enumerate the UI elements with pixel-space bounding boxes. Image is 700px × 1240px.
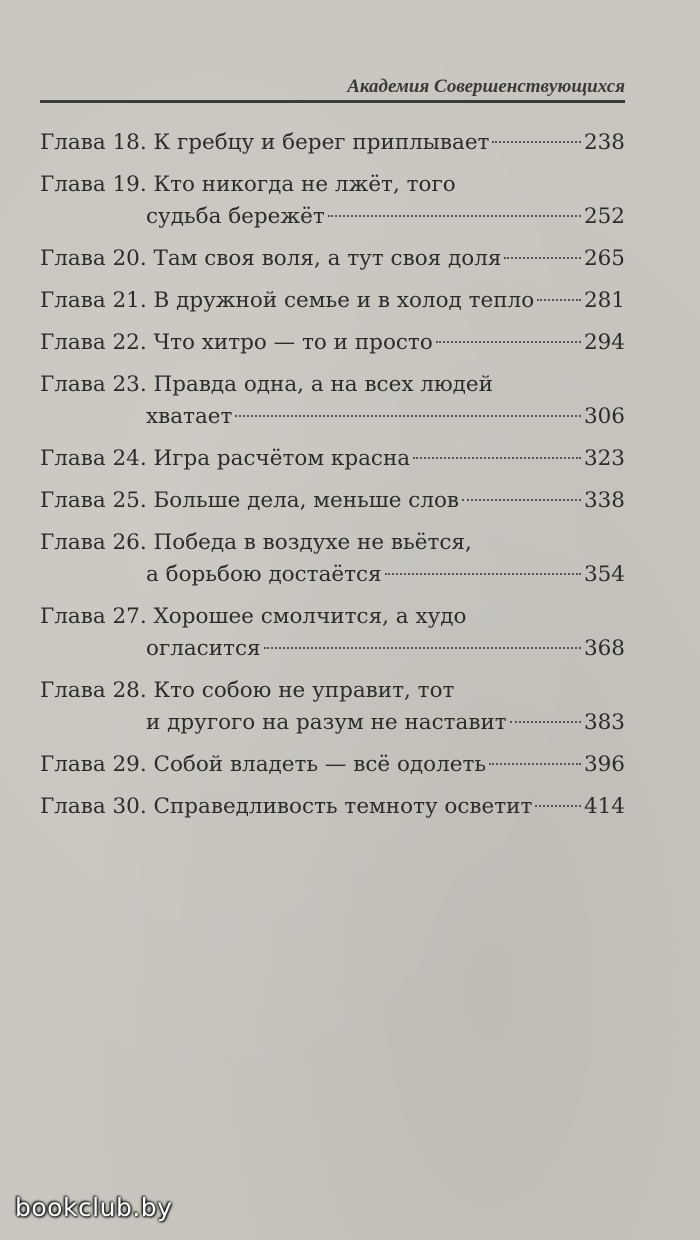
header-rule [40, 100, 625, 103]
toc-line [40, 675, 625, 707]
toc-entry [40, 443, 625, 475]
toc-line [40, 707, 625, 739]
dot-leader [385, 573, 581, 575]
dot-leader [264, 647, 581, 649]
toc-entry [40, 285, 625, 317]
toc-line [40, 633, 625, 665]
chapter-title: Глава 22. Что хитро — то и просто [40, 330, 433, 355]
page-number: 281 [583, 288, 625, 313]
chapter-title: Глава 27. Хорошее смолчится, а худо [40, 604, 467, 629]
chapter-title: Глава 29. Собой владеть — всё одолеть [40, 752, 487, 777]
watermark: bookclub.by [15, 1193, 173, 1222]
page-number: 252 [583, 204, 625, 229]
chapter-title: Глава 30. Справедливость темноту осветит [40, 794, 533, 819]
toc-entry [40, 675, 625, 739]
dot-leader [413, 457, 581, 459]
toc-line [40, 443, 625, 475]
dot-leader [492, 141, 581, 143]
dot-leader [436, 341, 581, 343]
page-number: 323 [583, 446, 625, 471]
chapter-title: Глава 24. Игра расчётом красна [40, 446, 411, 471]
toc-entry [40, 327, 625, 359]
toc-entry [40, 749, 625, 781]
chapter-title: Глава 28. Кто собою не управит, тот [40, 678, 455, 703]
chapter-title: а борьбою достаётся [146, 562, 382, 587]
toc-entry [40, 243, 625, 275]
dot-leader [510, 721, 581, 723]
toc-entry [40, 791, 625, 823]
chapter-title: Глава 20. Там своя воля, а тут своя доля [40, 246, 502, 271]
page-number: 354 [583, 562, 625, 587]
toc-line [40, 127, 625, 159]
toc-entry [40, 369, 625, 433]
dot-leader [535, 805, 581, 807]
toc-line [40, 485, 625, 517]
toc-line [40, 791, 625, 823]
dot-leader [537, 299, 581, 301]
toc-line [40, 401, 625, 433]
toc-entry [40, 601, 625, 665]
chapter-title: Глава 25. Больше дела, меньше слов [40, 488, 460, 513]
toc-entry [40, 485, 625, 517]
dot-leader [462, 499, 581, 501]
dot-leader [504, 257, 581, 259]
chapter-title: хватает [146, 404, 233, 429]
toc-entry [40, 127, 625, 159]
table-of-contents [40, 127, 625, 833]
chapter-title: Глава 26. Победа в воздухе не вьётся, [40, 530, 472, 555]
toc-line [40, 169, 625, 201]
running-header: Академия Совершенствующихся [347, 76, 625, 97]
page-number: 238 [583, 130, 625, 155]
dot-leader [489, 763, 581, 765]
page-number: 294 [583, 330, 625, 355]
page-number: 265 [583, 246, 625, 271]
toc-line [40, 369, 625, 401]
toc-line [40, 559, 625, 591]
chapter-title: Глава 21. В дружной семье и в холод тепло [40, 288, 535, 313]
toc-entry [40, 169, 625, 233]
toc-line [40, 527, 625, 559]
chapter-title: Глава 18. К гребцу и берег приплывает [40, 130, 490, 155]
chapter-title: Глава 23. Правда одна, а на всех людей [40, 372, 493, 397]
page-number: 368 [583, 636, 625, 661]
toc-entry [40, 527, 625, 591]
page-number: 414 [583, 794, 625, 819]
page-number: 383 [583, 710, 625, 735]
toc-line [40, 749, 625, 781]
chapter-title: огласится [146, 636, 261, 661]
toc-line [40, 243, 625, 275]
chapter-title: и другого на разум не наставит [146, 710, 507, 735]
chapter-title: Глава 19. Кто никогда не лжёт, того [40, 172, 456, 197]
toc-line [40, 201, 625, 233]
toc-line [40, 601, 625, 633]
page-number: 306 [583, 404, 625, 429]
page-number: 396 [583, 752, 625, 777]
dot-leader [235, 415, 581, 417]
chapter-title: судьба бережёт [146, 204, 325, 229]
dot-leader [328, 215, 581, 217]
toc-line [40, 327, 625, 359]
page-number: 338 [583, 488, 625, 513]
toc-line [40, 285, 625, 317]
